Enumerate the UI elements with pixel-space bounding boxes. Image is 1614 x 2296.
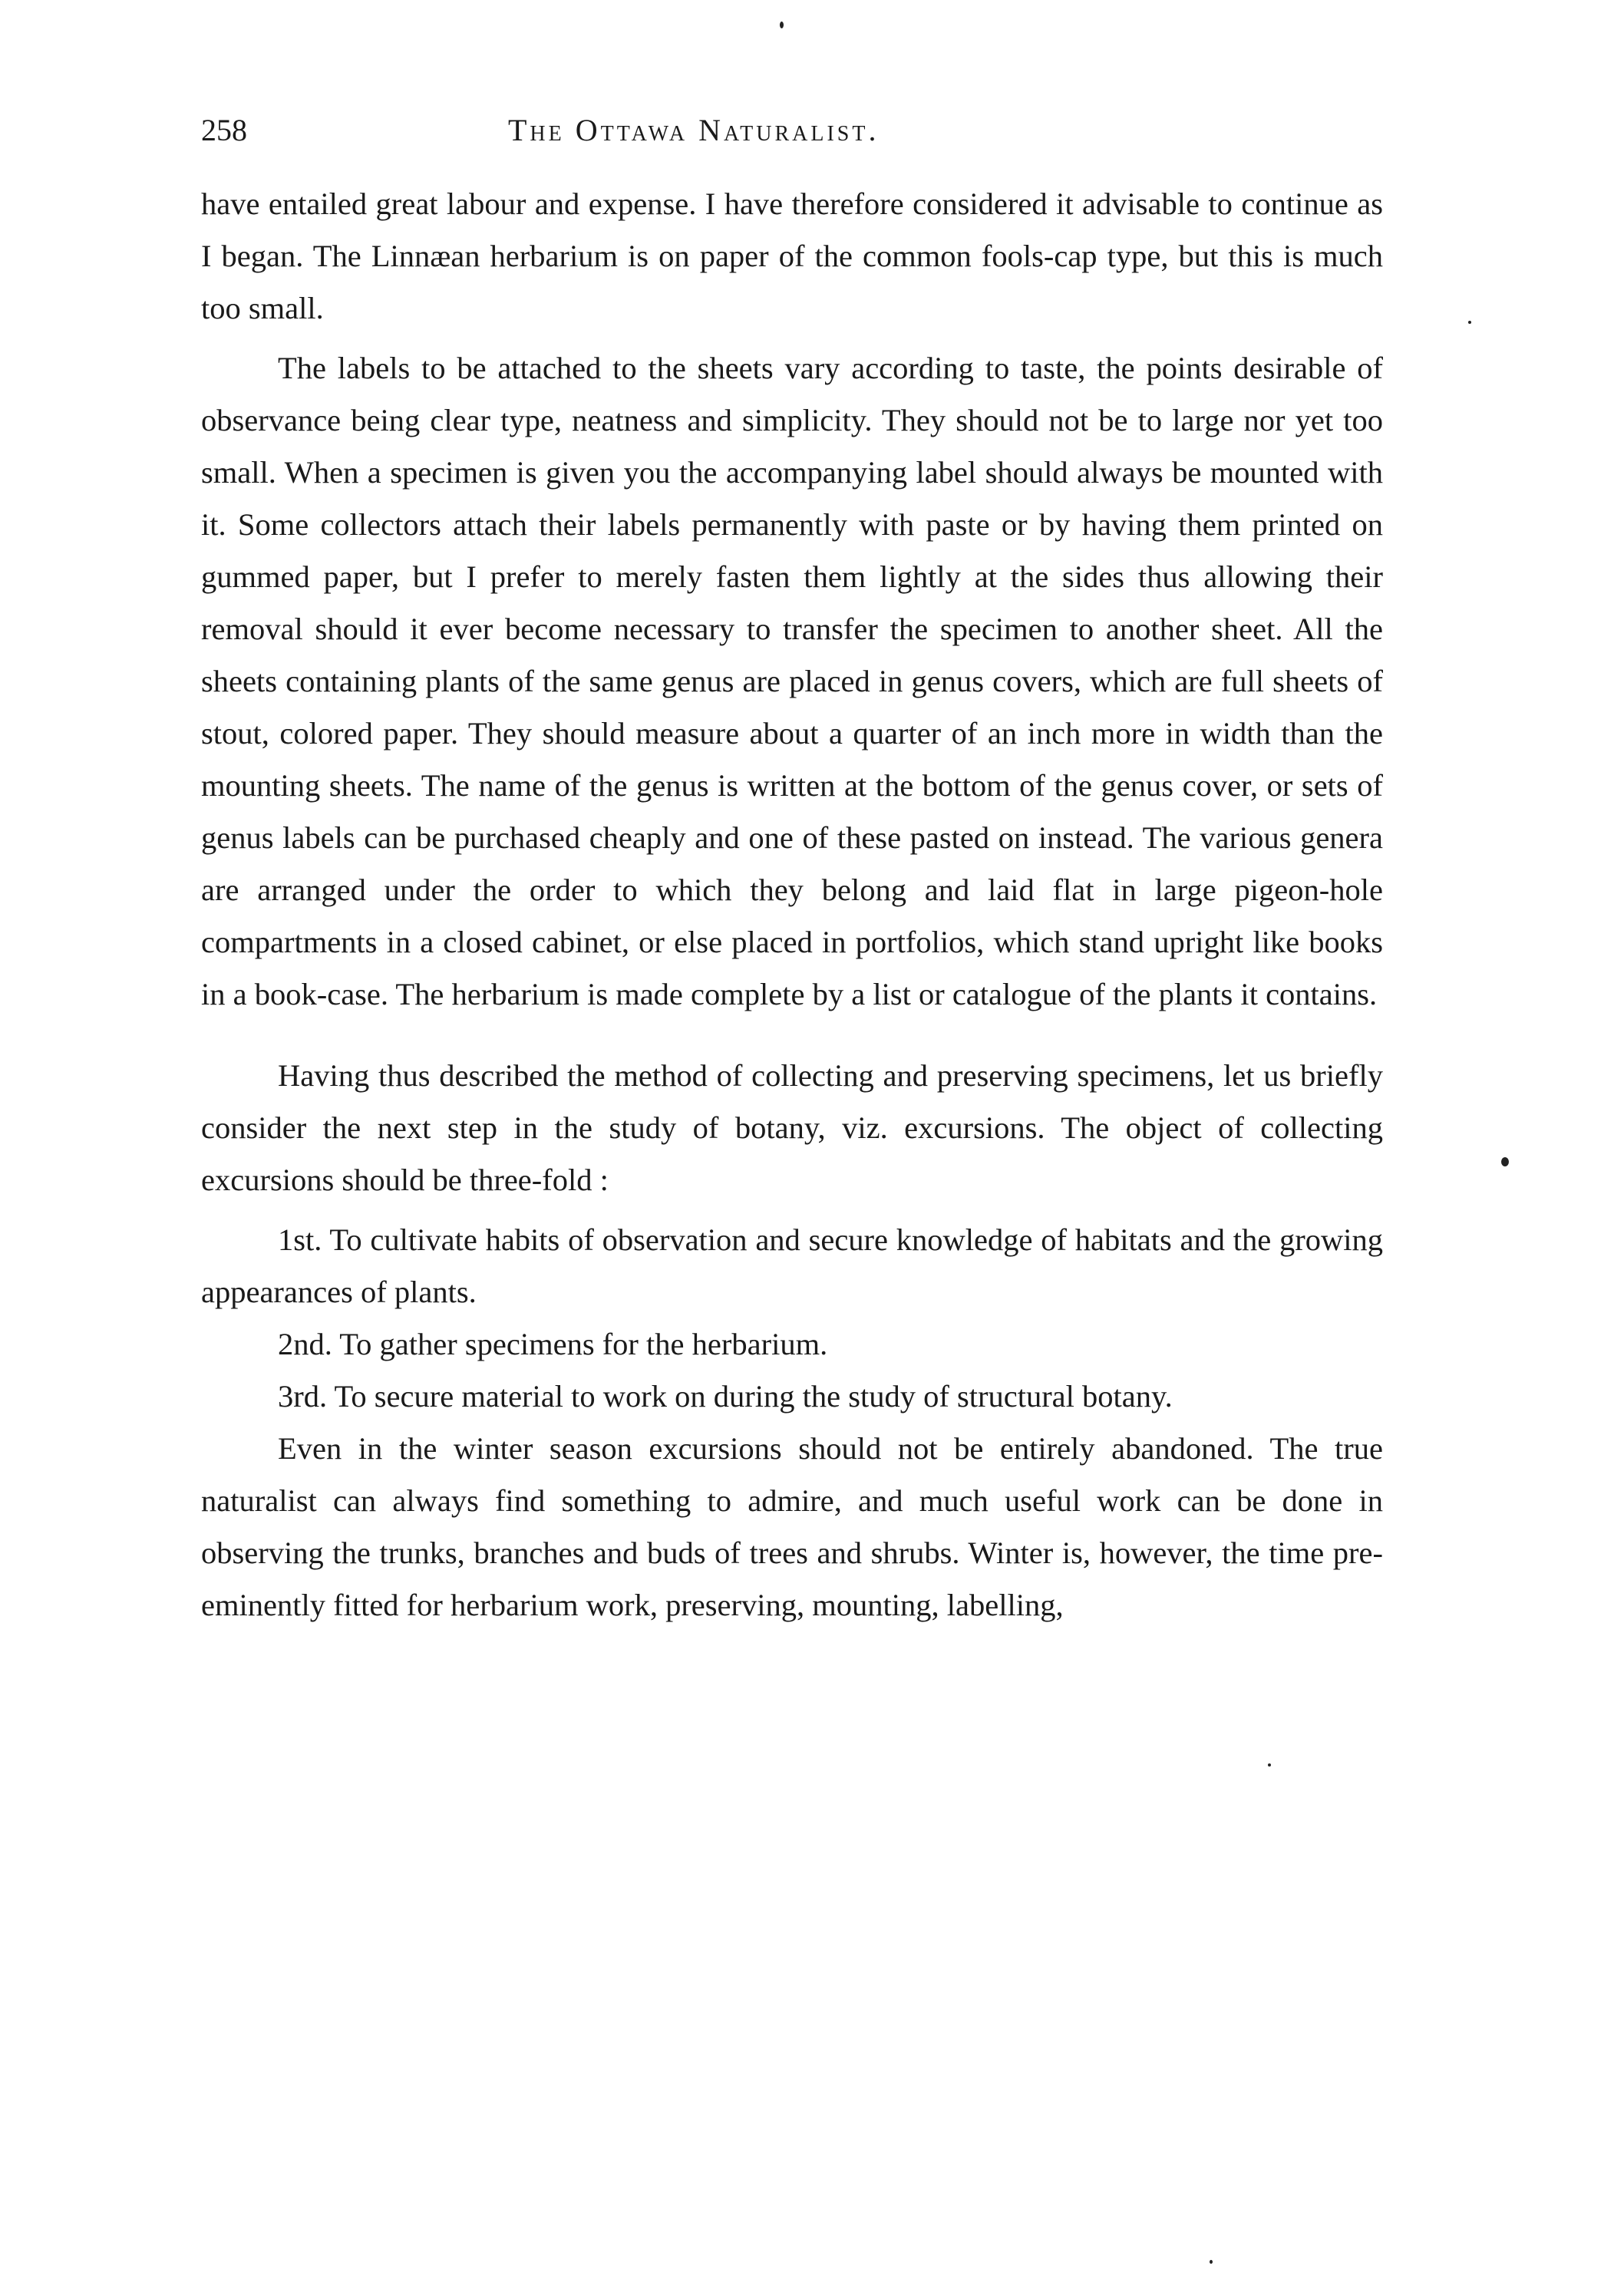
list-item-second: 2nd. To gather specimens for the herbarium. bbox=[278, 1327, 828, 1361]
paragraph-excursions: Having thus described the method of collecting and preserving specimens, let us briefly consider the next step in the study of botany, viz. excursions. The object of collecting excursions should be three-fold : bbox=[201, 1058, 1383, 1197]
scan-speck bbox=[1501, 1157, 1509, 1166]
paragraph-winter: Even in the winter season excursions should not be entirely abandoned. The true naturalist can always find something to admire, and much useful work can be done in observing the trunks, branches and buds of trees and shrubs. Winter is, however, the time pre-eminently fitted for herbarium work, preserving, mounting, labelling, bbox=[201, 1431, 1383, 1622]
scan-speck bbox=[1210, 2260, 1213, 2264]
body-text bbox=[201, 178, 1383, 1631]
list-item-third: 3rd. To secure material to work on during the study of structural botany. bbox=[278, 1379, 1173, 1414]
scan-speck bbox=[1268, 1763, 1271, 1767]
paragraph-continuation: have entailed great labour and expense. I have therefore considered it advisable to continue as I began. The Linnæan herbarium is on paper of the common fools-cap type, but this is much too small. bbox=[201, 186, 1383, 325]
paragraph-labels: The labels to be attached to the sheets vary according to taste, the points desirable of observance being clear type, neatness and simplicity. They should not be to large nor yet too small. When a specimen is given you the accompanying label should always be mounted with it. Some collectors attach their labels permanently with paste or by having them printed on gummed paper, but I prefer to merely fasten them lightly at the sides thus allowing their removal should it ever become necessary to transfer the specimen to another sheet. All the sheets containing plants of the same genus are placed in genus covers, which are full sheets of stout, colored paper. They should measure about a quarter of an inch more in width than the mounting sheets. The name of the genus is written at the bottom of the genus cover, or sets of genus labels can be purchased cheaply and one of these pasted on instead. The various genera are arranged under the order to which they belong and laid flat in large pigeon-hole compartments in a closed cabinet, or else placed in portfolios, which stand upright like books in a book-case. The herbarium is made complete by a list or catalogue of the plants it contains. bbox=[201, 351, 1383, 1011]
scan-speck bbox=[1468, 321, 1471, 324]
page-header bbox=[201, 107, 1383, 153]
list-item-first: 1st. To cultivate habits of observation and secure knowledge of habitats and the growing appearances of plants. bbox=[201, 1222, 1383, 1309]
running-title: The Ottawa Naturalist. bbox=[508, 113, 880, 147]
scan-speck bbox=[780, 21, 784, 28]
page-number: 258 bbox=[201, 113, 247, 147]
